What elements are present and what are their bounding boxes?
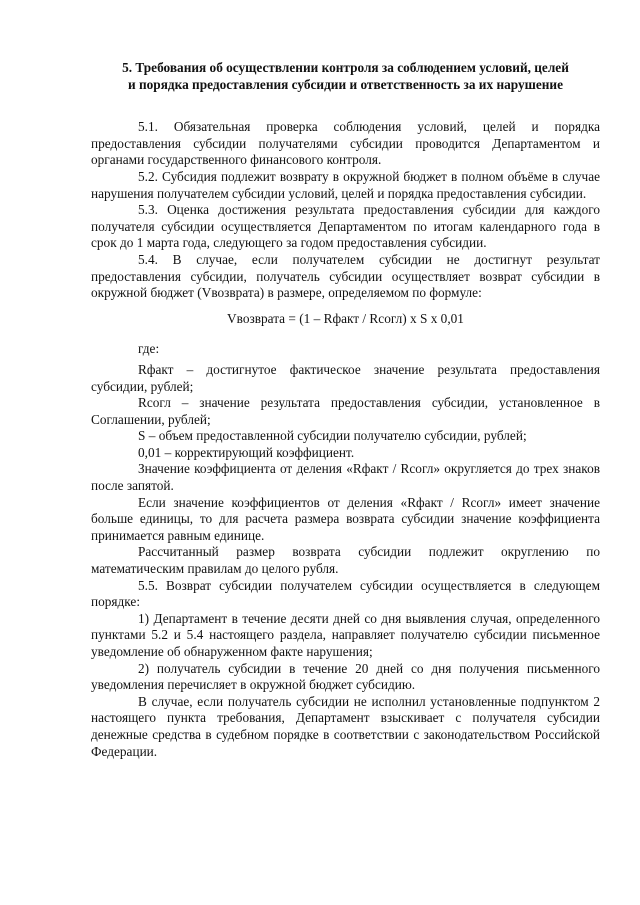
paragraph-5-5: 5.5. Возврат субсидии получателем субсидии осуществляется в следующем порядке: bbox=[91, 577, 600, 610]
definition-s: S – объем предоставленной субсидии получателю субсидии, рублей; bbox=[138, 428, 527, 444]
definition-rsogl: Rсогл – значение результата предоставления субсидии, установленное в Соглашении, рублей; bbox=[91, 395, 600, 427]
calculated-amount-rule: Рассчитанный размер возврата субсидии подлежит округлению по математическим правилам до целого рубля. bbox=[91, 544, 600, 577]
paragraph-5-2: 5.2. Субсидия подлежит возврату в окружной бюджет в полном объёме в случае нарушения получателем субсидии условий, целей и порядка предоставления субсидии. bbox=[91, 168, 600, 201]
definition-coefficient: 0,01 – корректирующий коэффициент. bbox=[138, 444, 355, 460]
rounding-rule: Значение коэффициента от деления «Rфакт / Rсогл» округляется до трех знаков после запятой. bbox=[91, 461, 600, 494]
paragraph-5-3: 5.3. Оценка достижения результата предоставления субсидии для каждого получателя субсидии осуществляется Департаментом по итогам календарного года в срок до 1 марта года, следующего за годом предоставления субсидии. bbox=[91, 202, 600, 251]
definition-rfact: Rфакт – достигнутое фактическое значение результата предоставления субсидии, рублей; bbox=[91, 361, 600, 394]
section-heading-line-2: и порядка предоставления субсидии и ответственность за их нарушение bbox=[128, 76, 563, 92]
greater-than-one-rule: Если значение коэффициентов от деления «Rфакт / Rсогл» имеет значение больше единицы, то для расчета размера возврата субсидии значение коэффициента принимается равным единице. bbox=[91, 494, 600, 543]
return-formula: Vвозврата = (1 – Rфакт / Rсогл) x S x 0,01 bbox=[227, 310, 464, 326]
paragraph-5-1: 5.1. Обязательная проверка соблюдения условий, целей и порядка предоставления субсидии получателями субсидии проводится Департаментом и органами государственного финансового контроля. bbox=[91, 119, 600, 168]
final-paragraph: В случае, если получатель субсидии не исполнил установленные подпунктом 2 настоящего пункта требования, Департамент взыскивает с получателя субсидии денежные средства в судебном порядке в соответствии с законодательством Российской Федерации. bbox=[91, 693, 600, 759]
section-heading bbox=[91, 60, 600, 93]
paragraph-5-4: 5.4. В случае, если получателем субсидии не достигнут результат предоставления субсидии, получатель субсидии осуществляет возврат субсидии в окружной бюджет (Vвозврата) в размере, определяемом по формуле: bbox=[91, 251, 600, 301]
procedure-item-2: 2) получатель субсидии в течение 20 дней со дня получения письменного уведомления перечисляет в окружной бюджет субсидию. bbox=[91, 660, 600, 693]
where-label: где: bbox=[138, 341, 160, 357]
section-heading-line-1: 5. Требования об осуществлении контроля за соблюдением условий, целей bbox=[122, 60, 569, 75]
procedure-item-1: 1) Департамент в течение десяти дней со дня выявления случая, определенного пунктами 5.2 и 5.4 настоящего раздела, направляет получателю субсидии письменное уведомление об обнаруженном факте нарушения; bbox=[91, 610, 600, 659]
